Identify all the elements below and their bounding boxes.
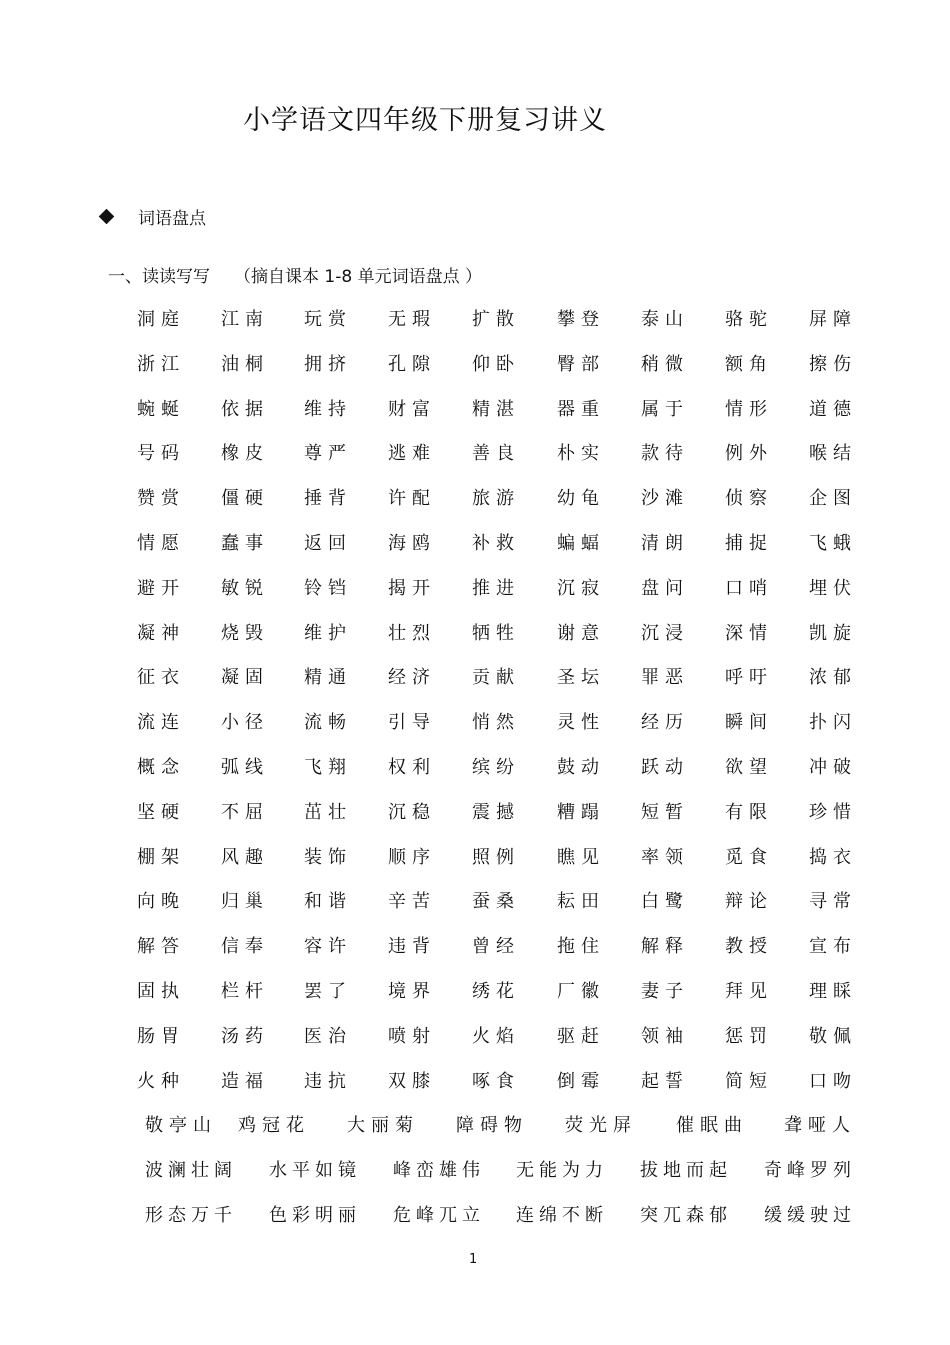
- subheading-note: （摘自课本 1-8 单元词语盘点 ）: [234, 267, 482, 287]
- word-cell: 弧线: [221, 757, 269, 778]
- idiom-row: [0, 1201, 950, 1231]
- word-row: [0, 619, 950, 649]
- word-cell: 跃动: [641, 757, 689, 778]
- word-cell: 罪恶: [641, 667, 689, 688]
- word-row: [0, 484, 950, 514]
- word-cell: 稍微: [641, 354, 689, 375]
- word-cell: 棚架: [137, 847, 185, 868]
- word-row: [0, 439, 950, 469]
- word-cell: 茁壮: [304, 802, 352, 823]
- word-cell: 率领: [641, 847, 689, 868]
- three-char-word: 敬亭山: [145, 1115, 217, 1136]
- word-cell: 清朗: [641, 533, 689, 554]
- word-cell: 财富: [388, 399, 436, 420]
- idiom-row: [0, 1156, 950, 1186]
- word-cell: 江南: [221, 309, 269, 330]
- word-row: [0, 574, 950, 604]
- word-cell: 喉结: [809, 443, 857, 464]
- word-cell: 口哨: [725, 578, 773, 599]
- word-cell: 盘问: [641, 578, 689, 599]
- word-cell: 起誓: [641, 1071, 689, 1092]
- word-cell: 凝固: [221, 667, 269, 688]
- word-cell: 流连: [137, 712, 185, 733]
- word-cell: 属于: [641, 399, 689, 420]
- word-row: [0, 753, 950, 783]
- word-row: [0, 977, 950, 1007]
- word-cell: 简短: [725, 1071, 773, 1092]
- word-cell: 捕捉: [725, 533, 773, 554]
- word-cell: 蚕桑: [472, 891, 520, 912]
- word-cell: 橡皮: [221, 443, 269, 464]
- word-cell: 耘田: [557, 891, 605, 912]
- word-cell: 和谐: [304, 891, 352, 912]
- word-row: [0, 843, 950, 873]
- word-cell: 栏杆: [221, 981, 269, 1002]
- word-cell: 浙江: [137, 354, 185, 375]
- word-cell: 经历: [641, 712, 689, 733]
- word-cell: 拥挤: [304, 354, 352, 375]
- word-cell: 呼吁: [725, 667, 773, 688]
- word-cell: 拜见: [725, 981, 773, 1002]
- word-cell: 火焰: [472, 1026, 520, 1047]
- subheading: [108, 262, 482, 287]
- word-cell: 固执: [137, 981, 185, 1002]
- word-cell: 境界: [388, 981, 436, 1002]
- word-cell: 欲望: [725, 757, 773, 778]
- word-cell: 捣衣: [809, 847, 857, 868]
- idiom: 突兀森郁: [640, 1205, 732, 1226]
- word-cell: 震撼: [472, 802, 520, 823]
- word-cell: 海鸥: [388, 533, 436, 554]
- word-cell: 悄然: [472, 712, 520, 733]
- word-cell: 沉稳: [388, 802, 436, 823]
- word-cell: 辩论: [725, 891, 773, 912]
- word-cell: 寻常: [809, 891, 857, 912]
- word-cell: 僵硬: [221, 488, 269, 509]
- word-row: [0, 1067, 950, 1097]
- word-cell: 侦察: [725, 488, 773, 509]
- word-cell: 谢意: [557, 623, 605, 644]
- word-cell: 汤药: [221, 1026, 269, 1047]
- word-cell: 双膝: [388, 1071, 436, 1092]
- idiom: 波澜壮阔: [145, 1160, 237, 1181]
- word-cell: 精通: [304, 667, 352, 688]
- word-cell: 揭开: [388, 578, 436, 599]
- word-row: [0, 1022, 950, 1052]
- word-cell: 沉寂: [557, 578, 605, 599]
- idiom: 色彩明丽: [269, 1205, 361, 1226]
- word-cell: 补救: [472, 533, 520, 554]
- word-cell: 圣坛: [557, 667, 605, 688]
- word-cell: 无瑕: [388, 309, 436, 330]
- word-cell: 喷射: [388, 1026, 436, 1047]
- word-cell: 飞翔: [304, 757, 352, 778]
- word-cell: 坚硬: [137, 802, 185, 823]
- word-cell: 臀部: [557, 354, 605, 375]
- word-cell: 辛苦: [388, 891, 436, 912]
- word-cell: 维持: [304, 399, 352, 420]
- idiom: 形态万千: [145, 1205, 237, 1226]
- word-cell: 觅食: [725, 847, 773, 868]
- word-cell: 火种: [137, 1071, 185, 1092]
- word-cell: 扑闪: [809, 712, 857, 733]
- word-cell: 解答: [137, 936, 185, 957]
- word-cell: 飞蛾: [809, 533, 857, 554]
- three-char-word: 聋哑人: [784, 1115, 856, 1136]
- word-row: [0, 395, 950, 425]
- word-row: [0, 932, 950, 962]
- word-cell: 敏锐: [221, 578, 269, 599]
- word-cell: 曾经: [472, 936, 520, 957]
- word-cell: 白鹭: [641, 891, 689, 912]
- word-cell: 道德: [809, 399, 857, 420]
- word-cell: 不屈: [221, 802, 269, 823]
- idiom: 缓缓驶过: [764, 1205, 856, 1226]
- word-cell: 朴实: [557, 443, 605, 464]
- idiom: 连绵不断: [516, 1205, 608, 1226]
- word-cell: 油桐: [221, 354, 269, 375]
- word-row: [0, 529, 950, 559]
- word-cell: 情形: [725, 399, 773, 420]
- word-cell: 拖住: [557, 936, 605, 957]
- word-cell: 赞赏: [137, 488, 185, 509]
- word-cell: 罢了: [304, 981, 352, 1002]
- word-cell: 信奉: [221, 936, 269, 957]
- three-char-word: 障碍物: [456, 1115, 528, 1136]
- word-cell: 风趣: [221, 847, 269, 868]
- word-cell: 孔隙: [388, 354, 436, 375]
- word-cell: 企图: [809, 488, 857, 509]
- word-cell: 推进: [472, 578, 520, 599]
- word-cell: 珍惜: [809, 802, 857, 823]
- word-cell: 惩罚: [725, 1026, 773, 1047]
- word-cell: 泰山: [641, 309, 689, 330]
- page-number: 1: [469, 1252, 478, 1267]
- word-cell: 归巢: [221, 891, 269, 912]
- word-cell: 向晚: [137, 891, 185, 912]
- word-cell: 瞬间: [725, 712, 773, 733]
- word-cell: 领袖: [641, 1026, 689, 1047]
- word-cell: 洞庭: [137, 309, 185, 330]
- word-cell: 冲破: [809, 757, 857, 778]
- word-cell: 流畅: [304, 712, 352, 733]
- word-cell: 装饰: [304, 847, 352, 868]
- word-cell: 旅游: [472, 488, 520, 509]
- word-cell: 经济: [388, 667, 436, 688]
- word-cell: 容许: [304, 936, 352, 957]
- word-cell: 器重: [557, 399, 605, 420]
- word-cell: 鼓动: [557, 757, 605, 778]
- word-cell: 厂徽: [557, 981, 605, 1002]
- word-row: [0, 350, 950, 380]
- word-cell: 铃铛: [304, 578, 352, 599]
- word-cell: 浓郁: [809, 667, 857, 688]
- word-row: [0, 798, 950, 828]
- idiom: 奇峰罗列: [764, 1160, 856, 1181]
- word-cell: 短暂: [641, 802, 689, 823]
- word-cell: 许配: [388, 488, 436, 509]
- word-cell: 蠢事: [221, 533, 269, 554]
- word-cell: 攀登: [557, 309, 605, 330]
- word-cell: 例外: [725, 443, 773, 464]
- word-cell: 引导: [388, 712, 436, 733]
- word-cell: 壮烈: [388, 623, 436, 644]
- word-cell: 有限: [725, 802, 773, 823]
- subheading-main: 一、读读写写: [108, 267, 210, 287]
- word-cell: 善良: [472, 443, 520, 464]
- word-cell: 依据: [221, 399, 269, 420]
- word-cell: 尊严: [304, 443, 352, 464]
- idiom: 危峰兀立: [393, 1205, 485, 1226]
- word-cell: 凯旋: [809, 623, 857, 644]
- word-row: [0, 663, 950, 693]
- word-cell: 蝙蝠: [557, 533, 605, 554]
- idiom: 拔地而起: [640, 1160, 732, 1181]
- word-cell: 医治: [304, 1026, 352, 1047]
- word-cell: 敬佩: [809, 1026, 857, 1047]
- three-char-word: 鸡冠花: [238, 1115, 310, 1136]
- word-cell: 款待: [641, 443, 689, 464]
- word-cell: 维护: [304, 623, 352, 644]
- word-cell: 蜿蜒: [137, 399, 185, 420]
- word-cell: 沉浸: [641, 623, 689, 644]
- page-title: 小学语文四年级下册复习讲义: [243, 105, 607, 136]
- word-cell: 肠胃: [137, 1026, 185, 1047]
- word-cell: 瞧见: [557, 847, 605, 868]
- word-cell: 返回: [304, 533, 352, 554]
- word-cell: 权利: [388, 757, 436, 778]
- word-cell: 逃难: [388, 443, 436, 464]
- word-cell: 妻子: [641, 981, 689, 1002]
- word-cell: 违抗: [304, 1071, 352, 1092]
- word-cell: 驱赶: [557, 1026, 605, 1047]
- word-cell: 擦伤: [809, 354, 857, 375]
- word-cell: 照例: [472, 847, 520, 868]
- word-row: [0, 708, 950, 738]
- section-heading: [98, 204, 206, 229]
- word-cell: 额角: [725, 354, 773, 375]
- word-cell: 解释: [641, 936, 689, 957]
- word-cell: 宣布: [809, 936, 857, 957]
- word-cell: 沙滩: [641, 488, 689, 509]
- word-cell: 顺序: [388, 847, 436, 868]
- idiom: 无能为力: [516, 1160, 608, 1181]
- word-cell: 避开: [137, 578, 185, 599]
- word-cell: 小径: [221, 712, 269, 733]
- word-cell: 号码: [137, 443, 185, 464]
- word-row: [0, 305, 950, 335]
- word-cell: 违背: [388, 936, 436, 957]
- section-label: 词语盘点: [138, 209, 206, 229]
- word-cell: 贡献: [472, 667, 520, 688]
- word-cell: 倒霉: [557, 1071, 605, 1092]
- three-char-word: 大丽菊: [347, 1115, 419, 1136]
- word-cell: 概念: [137, 757, 185, 778]
- word-cell: 灵性: [557, 712, 605, 733]
- word-cell: 啄食: [472, 1071, 520, 1092]
- word-cell: 仰卧: [472, 354, 520, 375]
- word-cell: 教授: [725, 936, 773, 957]
- idiom: 水平如镜: [269, 1160, 361, 1181]
- word-cell: 绣花: [472, 981, 520, 1002]
- word-row: [0, 887, 950, 917]
- word-cell: 造福: [221, 1071, 269, 1092]
- three-char-word: 荧光屏: [565, 1115, 637, 1136]
- word-cell: 捶背: [304, 488, 352, 509]
- word-cell: 理睬: [809, 981, 857, 1002]
- word-cell: 烧毁: [221, 623, 269, 644]
- word-cell: 扩散: [472, 309, 520, 330]
- word-cell: 口吻: [809, 1071, 857, 1092]
- word-cell: 屏障: [809, 309, 857, 330]
- word-cell: 精湛: [472, 399, 520, 420]
- word-cell: 骆驼: [725, 309, 773, 330]
- word-cell: 糟蹋: [557, 802, 605, 823]
- three-char-row: [0, 1111, 950, 1141]
- word-cell: 凝神: [137, 623, 185, 644]
- word-cell: 牺牲: [472, 623, 520, 644]
- word-cell: 埋伏: [809, 578, 857, 599]
- word-cell: 征衣: [137, 667, 185, 688]
- idiom: 峰峦雄伟: [393, 1160, 485, 1181]
- diamond-bullet-icon: [99, 209, 115, 225]
- word-cell: 情愿: [137, 533, 185, 554]
- word-cell: 缤纷: [472, 757, 520, 778]
- three-char-word: 催眠曲: [676, 1115, 748, 1136]
- word-cell: 幼龟: [557, 488, 605, 509]
- word-cell: 玩赏: [304, 309, 352, 330]
- word-cell: 深情: [725, 623, 773, 644]
